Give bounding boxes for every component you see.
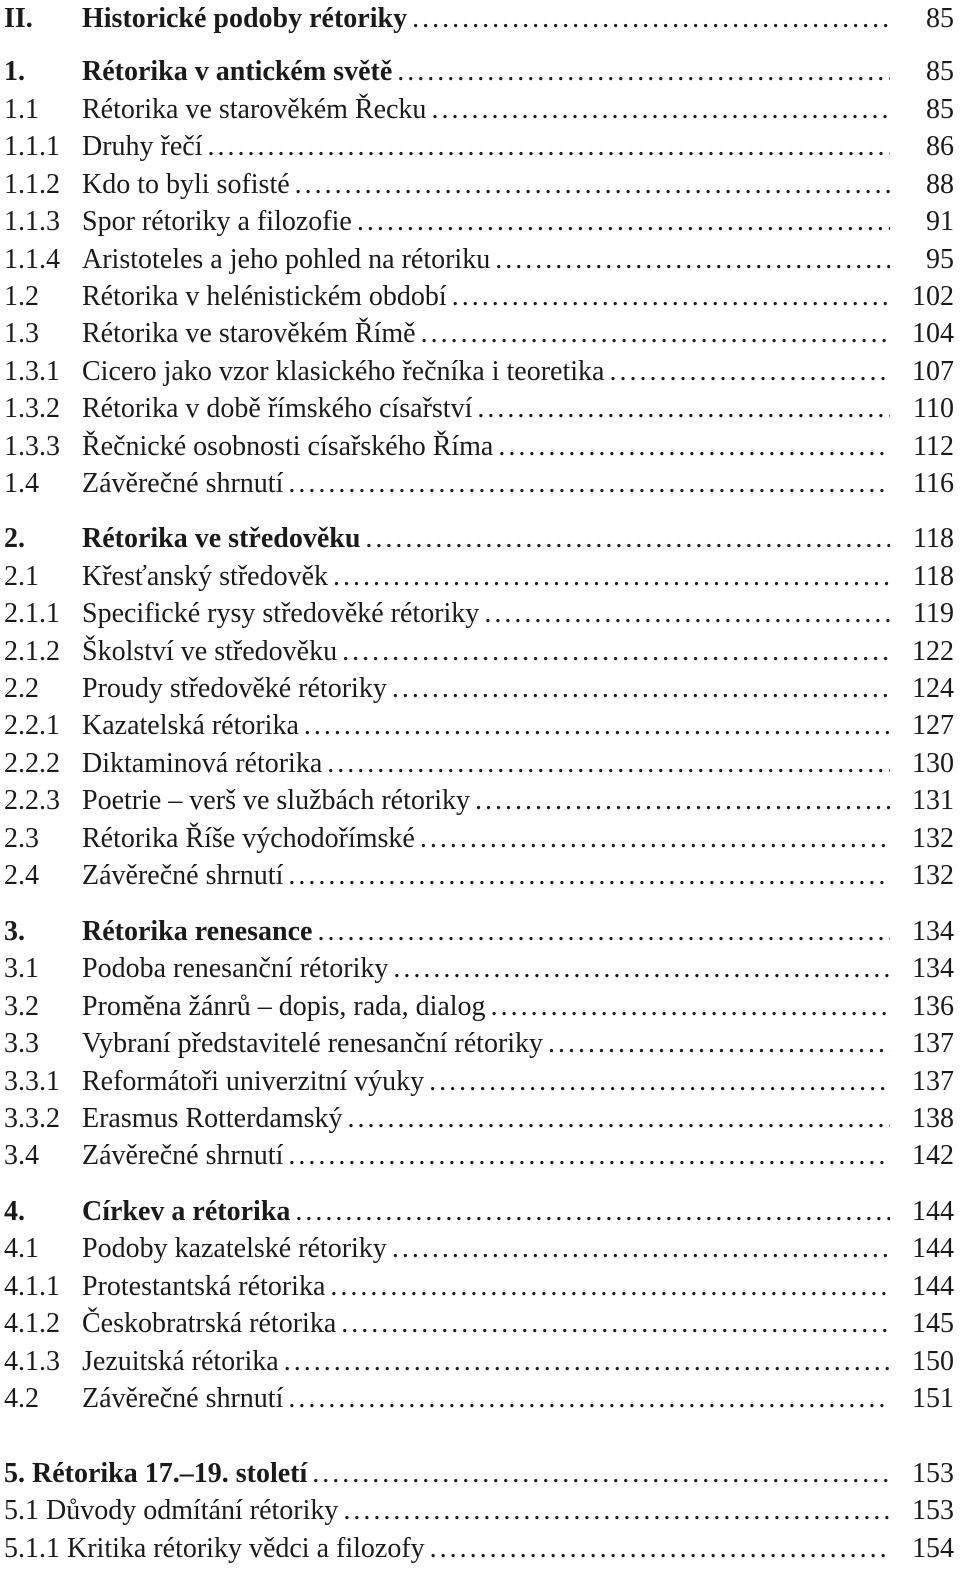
entry-title: Závěrečné shrnutí . . . <box>82 465 890 502</box>
entry-title: Jezuitská rétorika . . . <box>82 1343 890 1380</box>
entry-number: 1.1.4 <box>4 244 60 275</box>
toc-entry[interactable] <box>0 1305 956 1342</box>
entry-page: 118 <box>913 561 954 592</box>
entry-title: Druhy řečí . . . <box>82 128 890 165</box>
entry-title: Rétorika Říše východořímské . . . <box>82 820 890 857</box>
entry-number: 3.3 <box>4 1028 39 1059</box>
entry-page: 132 <box>912 860 954 891</box>
entry-page: 153 <box>912 1495 954 1526</box>
entry-number: 4.1.1 <box>4 1271 60 1302</box>
toc-entry[interactable] <box>0 1343 956 1380</box>
toc-entry[interactable] <box>0 1455 956 1492</box>
entry-number: 1.4 <box>4 468 39 499</box>
toc-entry[interactable] <box>0 0 956 37</box>
entry-number: 1.1.3 <box>4 206 60 237</box>
entry-number: 1.3.1 <box>4 356 60 387</box>
toc-entry[interactable] <box>0 820 956 857</box>
entry-number: 3.4 <box>4 1140 39 1171</box>
entry-title: Aristoteles a jeho pohled na rétoriku . . . <box>82 241 890 278</box>
toc-entry[interactable] <box>0 1230 956 1267</box>
toc-entry[interactable] <box>0 707 956 744</box>
entry-title: Rétorika v antickém světě . . . <box>82 53 890 90</box>
toc-entry[interactable] <box>0 428 956 465</box>
entry-number: 1.3.2 <box>4 393 60 424</box>
entry-page: 112 <box>913 431 954 462</box>
entry-page: 137 <box>912 1028 954 1059</box>
entry-page: 150 <box>912 1346 954 1377</box>
entry-title: Křesťanský středověk . . . <box>82 558 890 595</box>
entry-page: 127 <box>912 710 954 741</box>
entry-page: 154 <box>912 1533 954 1564</box>
entry-title: Rétorika ve starověkém Římě . . . <box>82 315 890 352</box>
entry-page: 124 <box>912 673 954 704</box>
toc-entry[interactable] <box>0 1025 956 1062</box>
entry-number: 3.1 <box>4 953 39 984</box>
entry-page: 144 <box>912 1196 954 1227</box>
toc-entry[interactable] <box>0 988 956 1025</box>
entry-number: II. <box>4 3 33 34</box>
entry-title: Specifické rysy středověké rétoriky . . . <box>82 595 890 632</box>
entry-page: 110 <box>913 393 954 424</box>
entry-page: 137 <box>912 1066 954 1097</box>
toc-entry[interactable] <box>0 128 956 165</box>
entry-title: Rétorika ve starověkém Řecku . . . <box>82 91 890 128</box>
entry-number: 2. <box>4 523 25 554</box>
toc-entry[interactable] <box>0 670 956 707</box>
toc-entry[interactable] <box>0 1492 956 1529</box>
toc-entry[interactable] <box>0 782 956 819</box>
toc-entry[interactable] <box>0 633 956 670</box>
entry-title: Spor rétoriky a filozofie . . . <box>82 203 890 240</box>
entry-page: 85 <box>926 3 954 34</box>
entry-number: 2.1.1 <box>4 598 60 629</box>
entry-page: 104 <box>912 318 954 349</box>
entry-page: 86 <box>926 131 954 162</box>
entry-title: Reformátoři univerzitní výuky . . . <box>82 1063 890 1100</box>
entry-page: 122 <box>912 636 954 667</box>
entry-page: 85 <box>926 94 954 125</box>
entry-page: 91 <box>926 206 954 237</box>
entry-number: 2.2.2 <box>4 748 60 779</box>
entry-title: Diktaminová rétorika . . . <box>82 745 890 782</box>
entry-page: 144 <box>912 1233 954 1264</box>
entry-title: Rétorika v helénistickém období . . . <box>82 278 890 315</box>
entry-number: 1. <box>4 56 25 87</box>
toc-entry[interactable] <box>0 1380 956 1417</box>
entry-title: Závěrečné shrnutí . . . <box>82 1137 890 1174</box>
entry-page: 88 <box>926 169 954 200</box>
entry-title: 5.1 Důvody odmítání rétoriky . . . <box>4 1492 890 1529</box>
toc-entry[interactable] <box>0 241 956 278</box>
entry-number: 2.1.2 <box>4 636 60 667</box>
entry-page: 85 <box>926 56 954 87</box>
toc-entry[interactable] <box>0 1268 956 1305</box>
entry-number: 4.1.2 <box>4 1308 60 1339</box>
entry-page: 131 <box>912 785 954 816</box>
entry-page: 153 <box>912 1458 954 1489</box>
entry-title: Podoby kazatelské rétoriky . . . <box>82 1230 890 1267</box>
entry-page: 118 <box>913 523 954 554</box>
entry-number: 4.1.3 <box>4 1346 60 1377</box>
entry-title: Rétorika ve středověku . . . <box>82 520 890 557</box>
entry-page: 142 <box>912 1140 954 1171</box>
entry-title: Řečnické osobnosti císařského Říma . . . <box>82 428 890 465</box>
entry-number: 4.1 <box>4 1233 39 1264</box>
entry-page: 95 <box>926 244 954 275</box>
entry-title: Českobratrská rétorika . . . <box>82 1305 890 1342</box>
toc-entry[interactable] <box>0 315 956 352</box>
toc-entry[interactable] <box>0 465 956 502</box>
entry-number: 1.1.2 <box>4 169 60 200</box>
entry-number: 3.2 <box>4 991 39 1022</box>
entry-number: 1.1.1 <box>4 131 60 162</box>
entry-page: 132 <box>912 823 954 854</box>
entry-title: Školství ve středověku . . . <box>82 633 890 670</box>
entry-page: 151 <box>912 1383 954 1414</box>
toc-entry[interactable] <box>0 520 956 557</box>
entry-page: 144 <box>912 1271 954 1302</box>
entry-page: 145 <box>912 1308 954 1339</box>
toc-entry[interactable] <box>0 1137 956 1174</box>
toc-entry[interactable] <box>0 913 956 950</box>
entry-title: Kazatelská rétorika . . . <box>82 707 890 744</box>
toc-entry[interactable] <box>0 558 956 595</box>
entry-page: 134 <box>912 916 954 947</box>
toc-entry[interactable] <box>0 595 956 632</box>
entry-title: Církev a rétorika . . . <box>82 1193 890 1230</box>
toc-entry[interactable] <box>0 166 956 203</box>
entry-title: Podoba renesanční rétoriky . . . <box>82 950 890 987</box>
entry-title: Erasmus Rotterdamský . . . <box>82 1100 890 1137</box>
entry-title: Závěrečné shrnutí . . . <box>82 1380 890 1417</box>
toc-entry[interactable] <box>0 1193 956 1230</box>
toc-entry[interactable] <box>0 91 956 128</box>
entry-page: 107 <box>912 356 954 387</box>
toc-entry[interactable] <box>0 53 956 90</box>
entry-number: 3.3.2 <box>4 1103 60 1134</box>
toc-entry[interactable] <box>0 203 956 240</box>
entry-number: 1.1 <box>4 94 39 125</box>
entry-number: 1.3.3 <box>4 431 60 462</box>
entry-title: Rétorika renesance . . . <box>82 913 890 950</box>
entry-number: 1.3 <box>4 318 39 349</box>
entry-number: 2.1 <box>4 561 39 592</box>
entry-number: 3.3.1 <box>4 1066 60 1097</box>
entry-number: 3. <box>4 916 25 947</box>
entry-title: Vybraní představitelé renesanční rétoriky . . . <box>82 1025 890 1062</box>
entry-title: Protestantská rétorika . . . <box>82 1268 890 1305</box>
entry-page: 119 <box>913 598 954 629</box>
toc-entry[interactable] <box>0 1063 956 1100</box>
toc-entry[interactable] <box>0 745 956 782</box>
entry-title: Proměna žánrů – dopis, rada, dialog . . . <box>82 988 890 1025</box>
toc-entry[interactable] <box>0 278 956 315</box>
entry-page: 102 <box>912 281 954 312</box>
entry-number: 4. <box>4 1196 25 1227</box>
entry-number: 4.2 <box>4 1383 39 1414</box>
entry-title: Závěrečné shrnutí . . . <box>82 857 890 894</box>
entry-number: 2.2.1 <box>4 710 60 741</box>
entry-title: 5. Rétorika 17.–19. století . . . <box>4 1455 890 1492</box>
entry-page: 116 <box>913 468 954 499</box>
entry-number: 2.2 <box>4 673 39 704</box>
entry-page: 134 <box>912 953 954 984</box>
entry-number: 2.4 <box>4 860 39 891</box>
entry-number: 2.3 <box>4 823 39 854</box>
entry-title: Kdo to byli sofisté . . . <box>82 166 890 203</box>
toc-entry[interactable] <box>0 1530 956 1567</box>
entry-title: Poetrie – verš ve službách rétoriky . . . <box>82 782 890 819</box>
entry-page: 136 <box>912 991 954 1022</box>
toc-entry[interactable] <box>0 1100 956 1137</box>
toc-entry[interactable] <box>0 950 956 987</box>
entry-page: 130 <box>912 748 954 779</box>
entry-title: Proudy středověké rétoriky . . . <box>82 670 890 707</box>
entry-title: Cicero jako vzor klasického řečníka i teoretika . . . <box>82 353 890 390</box>
toc-entry[interactable] <box>0 390 956 427</box>
entry-title: Rétorika v době římského císařství . . . <box>82 390 890 427</box>
toc-entry[interactable] <box>0 857 956 894</box>
toc-entry[interactable] <box>0 353 956 390</box>
entry-title: 5.1.1 Kritika rétoriky vědci a filozofy . . . <box>4 1530 890 1567</box>
entry-number: 1.2 <box>4 281 39 312</box>
entry-number: 2.2.3 <box>4 785 60 816</box>
entry-title: Historické podoby rétoriky . . . <box>82 0 890 37</box>
entry-page: 138 <box>912 1103 954 1134</box>
